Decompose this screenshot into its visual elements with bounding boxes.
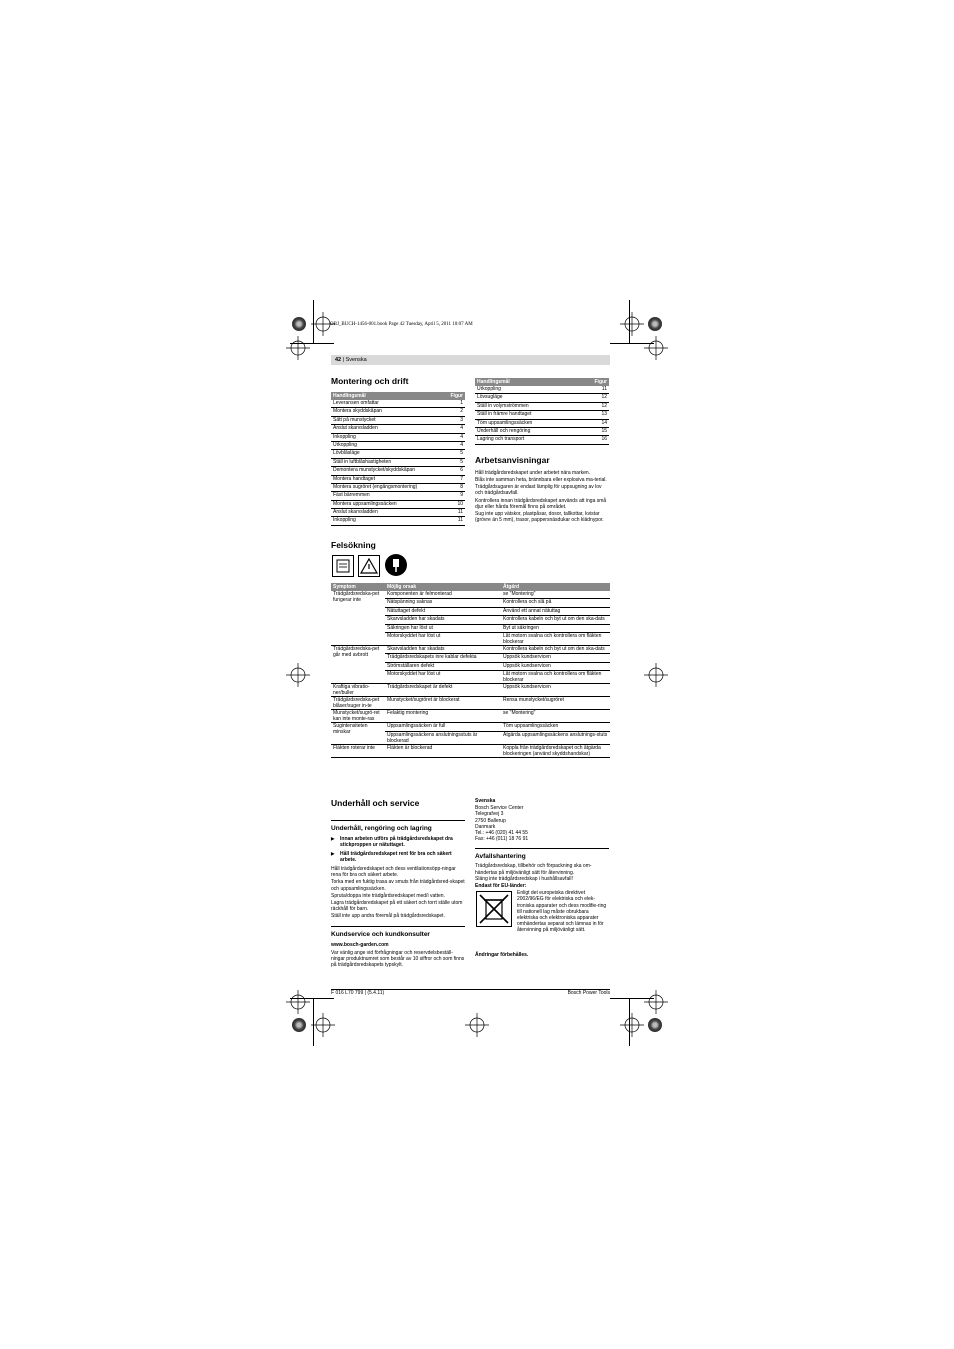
eu-block: [475, 890, 609, 946]
table-row: [331, 450, 465, 458]
remedy-cell: Kontrollera kabeln och byt ut om den ska-dats: [501, 616, 610, 624]
arbets-paragraph: Kontrollera innan trädgårdsredskapet används att inga små djur eller hårda föremål finns på området.: [475, 497, 607, 510]
remedy-cell: Koppla från trädgårdsredskapet och åtgärda blockeringen (använd skyddshandskar): [501, 744, 610, 757]
figure-cell: 12: [579, 402, 609, 410]
action-cell: Anslut skarvsladden: [331, 425, 435, 433]
page-number: 42: [335, 357, 342, 363]
table-row: [475, 436, 609, 444]
table-row: [331, 475, 465, 483]
table-row: [331, 744, 610, 757]
remedy-cell: Byt ut säkringen: [501, 624, 610, 632]
remedy-cell: se "Montering": [501, 710, 610, 723]
cause-cell: Skarvsladden har skadats: [385, 645, 501, 653]
table-row: [331, 500, 465, 508]
figure-cell: 15: [579, 427, 609, 435]
warning-triangle-icon: [358, 555, 380, 577]
arbets-title: Arbetsanvisningar: [475, 454, 550, 465]
figure-cell: 9: [435, 492, 465, 500]
service-paragraph: Torka med en fuktig trasa av smuts från trädgårdsred-skapet och uppsamlingssäcken.: [331, 879, 465, 892]
contact-line: Bosch Service Center: [475, 805, 524, 812]
eu-title: Endast för EU-länder:: [475, 883, 527, 890]
figure-cell: 5: [435, 458, 465, 466]
remedy-cell: Låt motorn svalna och kontrollera om fläkten blockerar: [501, 632, 610, 645]
table-row: [331, 467, 465, 475]
col-figure: Figur: [435, 392, 465, 400]
figure-cell: 12: [579, 394, 609, 402]
cause-cell: Uppsamlingssäcken är full: [385, 723, 501, 731]
service-subtitle: Underhåll, rengöring och lagring: [331, 825, 432, 832]
arbets-paragraph: Håll trädgårdsredskapet under arbetet nära marken.: [475, 469, 591, 476]
service-title: Underhåll och service: [331, 798, 420, 808]
read-manual-icon: [332, 555, 354, 577]
figure-cell: 4: [435, 425, 465, 433]
cause-cell: Säkringen har löst ut: [385, 624, 501, 632]
eu-text: Enligt det europeiska direktivet 2002/96/EG för elektriska och elek-troniska apparater och dess modifie-ring till nationell lag måste obrukbara elektriska och elektroniska apparater omhändertas separat och lämnas in för återvinning på miljövänligt sätt.: [517, 890, 607, 934]
action-cell: Leveransen omfattar: [331, 400, 435, 408]
contact-line: Telegrafvej 3: [475, 811, 504, 818]
remedy-cell: Uppsök kundservicen: [501, 684, 610, 697]
color-dot: [292, 1018, 306, 1032]
remedy-cell: Låt motorn svalna och kontrollera om fläkten blockerar: [501, 671, 610, 684]
table-row: [331, 408, 465, 416]
cause-cell: Skarvsladden har skadats: [385, 616, 501, 624]
fels-table-wrap: [331, 583, 610, 758]
website-link[interactable]: www.bosch-garden.com: [331, 941, 389, 948]
action-cell: Inkoppling: [331, 433, 435, 441]
table-row: [331, 441, 465, 449]
table-row: [331, 458, 465, 466]
symptom-cell: Munstycket/sugrö-ret kan inte monte-ras: [331, 710, 385, 723]
table-row: [331, 433, 465, 441]
symptom-cell: Fläkten roterar inte: [331, 744, 385, 757]
symptom-cell: Sugintensiteten minskar: [331, 723, 385, 744]
fels-section: [331, 540, 610, 550]
table-row: [475, 386, 609, 394]
table-row: [475, 419, 609, 427]
table-row: [331, 416, 465, 424]
figure-cell: 4: [435, 433, 465, 441]
contact-section: [475, 798, 609, 959]
action-cell: Anslut skarvsladden: [331, 509, 435, 517]
remedy-cell: Rensa munstycket/sugröret: [501, 697, 610, 710]
color-dot: [648, 317, 662, 331]
figure-cell: 3: [435, 416, 465, 424]
cause-cell: Motorskyddet har löst ut: [385, 632, 501, 645]
remedy-cell: se "Montering": [501, 591, 610, 599]
action-cell: Montera handtaget: [331, 475, 435, 483]
figure-cell: 4: [435, 441, 465, 449]
col-action: Handlingsmål: [475, 378, 579, 386]
col-action: Handlingsmål: [331, 392, 435, 400]
montering-continued: [475, 378, 609, 524]
service-paragraph: Spruta/doppa inte trädgårdsredskapet med/i vatten.: [331, 892, 445, 899]
contact-line: Danmark: [475, 823, 496, 830]
contact-fax: Fax: +46 (011) 18 76 91: [475, 836, 529, 843]
table-row: [331, 645, 610, 653]
contact-phone: Tel.: +46 (020) 41 44 55: [475, 830, 528, 837]
action-cell: Montera skyddskåpan: [331, 408, 435, 416]
footer-left: F 016 L70 799 | (5.4.11): [331, 990, 385, 996]
remedy-cell: Töm uppsamlingssäcken: [501, 723, 610, 731]
service-section: [331, 798, 465, 969]
arbets-paragraph: Blås inte samman heta, brännbara eller explosiva ma-terial.: [475, 476, 607, 483]
figure-cell: 11: [435, 509, 465, 517]
action-cell: Urkoppling: [475, 386, 579, 394]
montering-section: [331, 376, 465, 526]
kundservice-title: Kundservice och kundkonsulter: [331, 930, 430, 938]
table-row: [331, 710, 610, 723]
page-bar: [331, 355, 610, 365]
figure-cell: 11: [579, 386, 609, 394]
remedy-cell: Uppsök kundservicen: [501, 654, 610, 662]
table-row: [331, 483, 465, 491]
symptom-cell: Trädgårdsredska-pet fungerar inte: [331, 591, 385, 645]
figure-cell: 10: [435, 500, 465, 508]
service-bullet: ▶ Håll trädgårdsredskapet rent för bra och säkert arbete.: [331, 851, 465, 863]
cause-cell: Strömställaren defekt: [385, 662, 501, 670]
service-paragraph: Lagra trädgårdsredskapet på ett säkert och torrt ställe utom räckhåll för barn.: [331, 900, 463, 913]
cause-cell: Komponenten är felmonterad: [385, 591, 501, 599]
avfall-title: Avfallshantering: [475, 853, 526, 861]
figure-cell: 11: [435, 517, 465, 525]
contact-country: Svenska: [475, 798, 496, 804]
symptom-cell: Trädgårdsredska-pet blåser/suger in-te: [331, 697, 385, 710]
table-row: [331, 425, 465, 433]
cause-cell: Trädgårdsredskapet är defekt: [385, 684, 501, 697]
cause-cell: Trädgårdsredskapets inre kablar defekta: [385, 654, 501, 662]
arbets-paragraph: Trädgårdsugaren är endast lämplig för uppsugning av lov och trädgårdsavfall.: [475, 484, 602, 497]
cause-cell: Fläkten är blockerad: [385, 744, 501, 757]
action-cell: Ställ in volymströmmen: [475, 402, 579, 410]
figure-cell: 14: [579, 419, 609, 427]
cause-cell: Motorskyddet har löst ut: [385, 671, 501, 684]
action-cell: Lagring och transport: [475, 436, 579, 444]
figure-cell: 6: [435, 467, 465, 475]
table-row: [331, 697, 610, 710]
table-row: [475, 402, 609, 410]
footer-right: Bosch Power Tools: [567, 990, 610, 996]
service-bullet: ▶ Innan arbeten utförs på trädgårdsredskapet dra stickproppen ur nätuttaget.: [331, 836, 465, 848]
table-row: [331, 509, 465, 517]
action-cell: Fäst bärremmen: [331, 492, 435, 500]
remedy-cell: Uppsök kundservicen: [501, 662, 610, 670]
action-cell: Ställ in främre handtaget: [475, 411, 579, 419]
montering-table: [331, 392, 465, 526]
col-cause: Möjlig orsak: [385, 583, 501, 591]
cause-cell: Munstycket/sugröret är blockerat: [385, 697, 501, 710]
cause-cell: Nätuttaget defekt: [385, 607, 501, 615]
remedy-cell: Åtgärda uppsamlingssäckens anslutnings-stuts: [501, 731, 610, 744]
color-dot: [292, 317, 306, 331]
arbets-paragraph: Sug inte upp vätskor, plastpåsar, dosor, tallkottar, kvistar (grövre än 5 mm), trasor, pappersnäsdukar och klädnypor.: [475, 510, 604, 524]
action-cell: Urkoppling: [331, 441, 435, 449]
action-cell: Demontera munstycket/skyddskåpan: [331, 467, 435, 475]
avfall-text: Trädgårdsredskap, tillbehör och förpackning ska om-händertas på miljövänligt sätt för återvinning.: [475, 863, 592, 876]
figure-cell: 1: [435, 400, 465, 408]
cause-cell: Felaktig montering: [385, 710, 501, 723]
figure-cell: 2: [435, 408, 465, 416]
table-row: [475, 411, 609, 419]
remedy-cell: Kontrollera kabeln och byt ut om den ska-dats: [501, 645, 610, 653]
page-language: | Svenska: [342, 357, 367, 363]
footnote: Ändringar förbehålles.: [475, 952, 529, 959]
fels-title: Felsökning: [331, 540, 376, 550]
action-cell: Lövblåsläge: [331, 450, 435, 458]
table-row: [331, 723, 610, 731]
kundservice-text: Var vänlig ange vid förfrågningar och reservdelsbeställ-ningar produktnumret som består av 10 siffror och som finns på trädgårdsredskapets typskylt.: [331, 949, 465, 969]
action-cell: Inkoppling: [331, 517, 435, 525]
cause-cell: Nätspänning saknas: [385, 599, 501, 607]
figure-cell: 8: [435, 483, 465, 491]
fels-table: [331, 583, 610, 758]
action-cell: Töm uppsamlingssäcken: [475, 419, 579, 427]
action-cell: Lövsugläge: [475, 394, 579, 402]
print-header: OBJ_BUCH-1456-001.book Page 42 Tuesday, April 5, 2011 10:07 AM: [330, 322, 473, 327]
figure-cell: 5: [435, 450, 465, 458]
table-row: [331, 400, 465, 408]
color-dot: [648, 1018, 662, 1032]
action-cell: Ställ in luftblåshastigheten: [331, 458, 435, 466]
col-figure: Figur: [579, 378, 609, 386]
figure-cell: 7: [435, 475, 465, 483]
unplug-icon: [385, 554, 407, 576]
table-row: [331, 684, 610, 697]
montering-table-2: [475, 378, 609, 445]
montering-title: Montering och drift: [331, 376, 409, 386]
avfall-text-2: Släng inte trädgårdsredskap i hushållsavfall!: [475, 875, 573, 882]
table-row: [475, 394, 609, 402]
remedy-cell: Kontrollera och slå på: [501, 599, 610, 607]
table-row: [331, 517, 465, 525]
service-paragraph: Ställ inte upp andra föremål på trädgårdsredskapet.: [331, 913, 445, 920]
figure-cell: 13: [579, 411, 609, 419]
table-row: [331, 492, 465, 500]
action-cell: Sätt på munstycket: [331, 416, 435, 424]
action-cell: Underhåll och rengöring: [475, 427, 579, 435]
col-symptom: Symptom: [331, 583, 385, 591]
col-remedy: Åtgärd: [501, 583, 610, 591]
remedy-cell: Använd ett annat nätuttag: [501, 607, 610, 615]
symptom-cell: Trädgårdsredska-pet går med avbrott: [331, 645, 385, 683]
action-cell: Montera sugröret (engångsmontering): [331, 483, 435, 491]
cause-cell: Uppsamlingssäckens anslutningsstuts är blockerad: [385, 731, 501, 744]
table-row: [475, 427, 609, 435]
figure-cell: 16: [579, 436, 609, 444]
symptom-cell: Kraftiga vibratio-ner/buller: [331, 684, 385, 697]
weee-bin-icon: [476, 891, 512, 927]
action-cell: Montera uppsamlingssäcken: [331, 500, 435, 508]
service-paragraph: Håll trädgårdsredskapet och dess ventilationsöpp-ningar rena för bra och säkert arbete.: [331, 866, 456, 879]
contact-line: 2750 Ballerup: [475, 817, 506, 824]
table-row: [331, 591, 610, 599]
